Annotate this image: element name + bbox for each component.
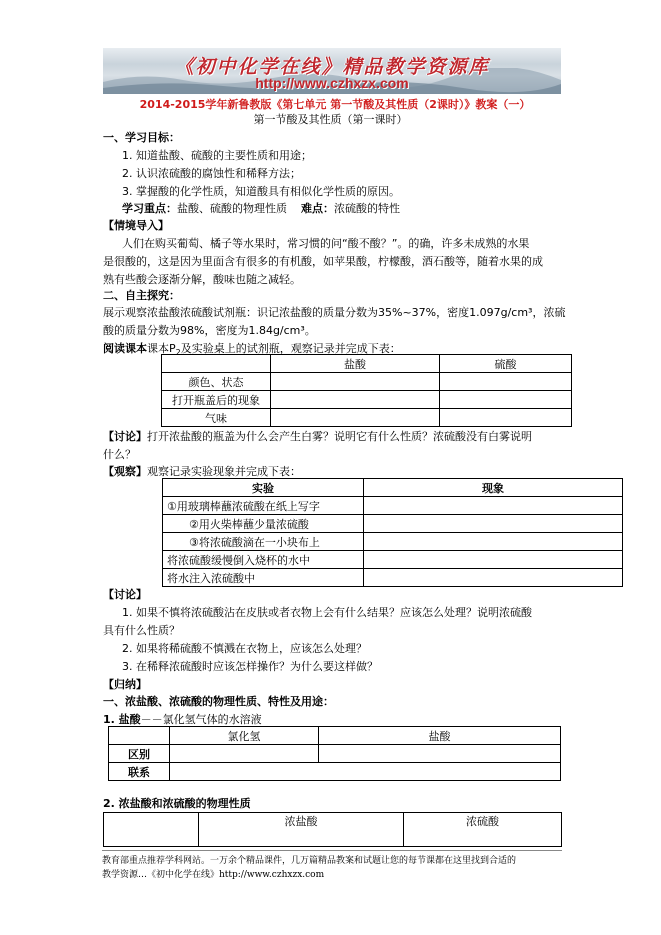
- reading-label: 阅读课本: [103, 342, 147, 355]
- focus-value: 盐酸、硫酸的物理性质: [177, 202, 287, 215]
- experiment-cell: ①用玻璃棒蘸浓硫酸在纸上写字: [163, 497, 364, 515]
- answer-cell[interactable]: [364, 569, 623, 587]
- row-label: 颜色、状态: [162, 373, 271, 391]
- answer-cell[interactable]: [364, 497, 623, 515]
- explore-line: 酸的质量分数为98%，密度为1.84g/cm³。: [103, 324, 316, 337]
- answer-cell[interactable]: [271, 409, 440, 427]
- experiment-cell: 将浓硫酸缓慢倒入烧杯的水中: [163, 551, 364, 569]
- page-footer: [102, 854, 562, 882]
- reading-text: 课本P: [147, 342, 176, 355]
- summary-item-label: 1. 盐酸: [103, 713, 141, 726]
- summary-item-2: 2. 浓盐酸和浓硫酸的物理性质: [103, 797, 251, 810]
- table-row: [163, 551, 623, 569]
- footer-line[interactable]: 教学资源…《初中化学在线》http://www.czhxzx.com: [102, 870, 325, 880]
- footer-line: 教育部重点推荐学科网站。一万余个精品课件，几万篇精品教案和试题让您的每节课都在这里找到合适的: [102, 856, 517, 866]
- observation-text: 观察记录实验现象并完成下表：: [147, 465, 301, 478]
- reading-tail: 及实验桌上的试剂瓶，观察记录并完成下表：: [180, 342, 401, 355]
- goal-item: 3. 掌握酸的化学性质，知道酸具有相似化学性质的原因。: [122, 185, 400, 198]
- intro-line: 人们在购买葡萄、橘子等水果时，常习惯的问“酸不酸？”。的确，许多未成熟的水果: [122, 237, 530, 250]
- table-header-cell: 浓硫酸: [404, 813, 562, 847]
- summary-tag: 【归纳】: [103, 678, 147, 691]
- footer-divider: [102, 850, 562, 851]
- section-subtitle: 第一节酸及其性质（第一课时）: [253, 113, 408, 126]
- table-row: [163, 533, 623, 551]
- section-heading-goals: 一、学习目标：: [103, 131, 180, 144]
- discussion-tag: 【讨论】: [103, 430, 147, 443]
- table-row: [163, 497, 623, 515]
- row-label: 打开瓶盖后的现象: [162, 391, 271, 409]
- table-row: [109, 745, 561, 763]
- experiment-cell: 将水注入浓硫酸中: [163, 569, 364, 587]
- table-row: [162, 373, 572, 391]
- table-header-cell: 盐酸: [271, 355, 440, 373]
- answer-cell[interactable]: [170, 745, 319, 763]
- answer-cell[interactable]: [440, 409, 572, 427]
- answer-cell[interactable]: [364, 515, 623, 533]
- reading-page: 2: [175, 348, 181, 358]
- row-label: 联系: [109, 763, 170, 781]
- table-header-row: [109, 727, 561, 745]
- table-cell: [104, 813, 199, 847]
- answer-cell[interactable]: [271, 391, 440, 409]
- summary-item-1: [103, 711, 262, 727]
- section-heading-explore: 二、自主探究：: [103, 289, 180, 302]
- discussion-question: 具有什么性质？: [103, 624, 180, 637]
- table-row: [163, 515, 623, 533]
- difficulty-label: 难点：: [301, 202, 334, 215]
- focus-line: [122, 200, 400, 216]
- answer-cell[interactable]: [440, 373, 572, 391]
- discussion-2-tag: 【讨论】: [103, 588, 147, 601]
- answer-cell[interactable]: [364, 551, 623, 569]
- discussion-question: 1. 如果不慎将浓硫酸沾在皮肤或者衣物上会有什么结果？应该怎么处理？说明浓硫酸: [122, 606, 532, 619]
- table-row: [163, 569, 623, 587]
- table-header-cell: 盐酸: [319, 727, 561, 745]
- table-header-cell: 实验: [163, 479, 364, 497]
- banner-title: 《初中化学在线》精品教学资源库: [174, 56, 490, 78]
- intro-line: 是很酸的，这是因为里面含有很多的有机酸，如苹果酸，柠檬酸，酒石酸等，随着水果的成: [103, 255, 543, 268]
- table-cell: [109, 727, 170, 745]
- header-banner: [103, 48, 561, 94]
- banner-url[interactable]: http://www.czhxzx.com: [255, 75, 409, 91]
- observation-tag: 【观察】: [103, 465, 147, 478]
- intro-line: 熟有些酸会逐渐分解，酸味也随之减轻。: [103, 273, 301, 286]
- properties-table: [161, 354, 572, 427]
- answer-cell[interactable]: [271, 373, 440, 391]
- summary-heading: 一、浓盐酸、浓硫酸的物理性质、特性及用途：: [103, 695, 334, 708]
- table-header-row: [104, 813, 562, 847]
- experiment-cell: ③将浓硫酸滴在一小块布上: [163, 533, 364, 551]
- experiment-cell: ②用火柴棒蘸少量浓硫酸: [163, 515, 364, 533]
- focus-label: 学习重点：: [122, 202, 177, 215]
- table-header-cell: 现象: [364, 479, 623, 497]
- row-label: 区别: [109, 745, 170, 763]
- intro-tag: 【情境导入】: [103, 219, 169, 232]
- answer-cell[interactable]: [170, 763, 561, 781]
- table-header-row: [163, 479, 623, 497]
- table-row: [162, 391, 572, 409]
- goal-item: 1. 知道盐酸、硫酸的主要性质和用途；: [122, 149, 312, 162]
- table-header-cell: 氯化氢: [170, 727, 319, 745]
- table-header-cell: 硫酸: [440, 355, 572, 373]
- table-row: [109, 763, 561, 781]
- answer-cell[interactable]: [319, 745, 561, 763]
- observation-intro: [103, 463, 301, 479]
- difficulty-value: 浓硫酸的特性: [334, 202, 400, 215]
- discussion-question: 3. 在稀释浓硫酸时应该怎样操作？为什么要这样做？: [122, 660, 378, 673]
- table-header-row: [162, 355, 572, 373]
- explore-line: 展示观察浓盐酸浓硫酸试剂瓶：识记浓盐酸的质量分数为35%~37%，密度1.097g/cm³，浓硫: [103, 306, 566, 319]
- experiment-table: [162, 478, 623, 587]
- table-row: [162, 409, 572, 427]
- discussion-text: 打开浓盐酸的瓶盖为什么会产生白雾？说明它有什么性质？浓硫酸没有白雾说明: [147, 430, 532, 443]
- discussion-1: [103, 428, 532, 444]
- comparison-table: [108, 726, 561, 781]
- discussion-1-cont: 什么？: [103, 448, 136, 461]
- goal-item: 2. 认识浓硫酸的腐蚀性和稀释方法；: [122, 167, 301, 180]
- row-label: 气味: [162, 409, 271, 427]
- physical-properties-table: [103, 812, 562, 847]
- table-cell: [162, 355, 271, 373]
- document-title: 2014-2015学年新鲁教版《第七单元 第一节酸及其性质（2课时）》教案（一）: [139, 98, 531, 111]
- answer-cell[interactable]: [364, 533, 623, 551]
- table-header-cell: 浓盐酸: [199, 813, 404, 847]
- summary-item-text: －－氯化氢气体的水溶液: [140, 713, 262, 726]
- discussion-question: 2. 如果将稀硫酸不慎溅在衣物上，应该怎么处理？: [122, 642, 367, 655]
- answer-cell[interactable]: [440, 391, 572, 409]
